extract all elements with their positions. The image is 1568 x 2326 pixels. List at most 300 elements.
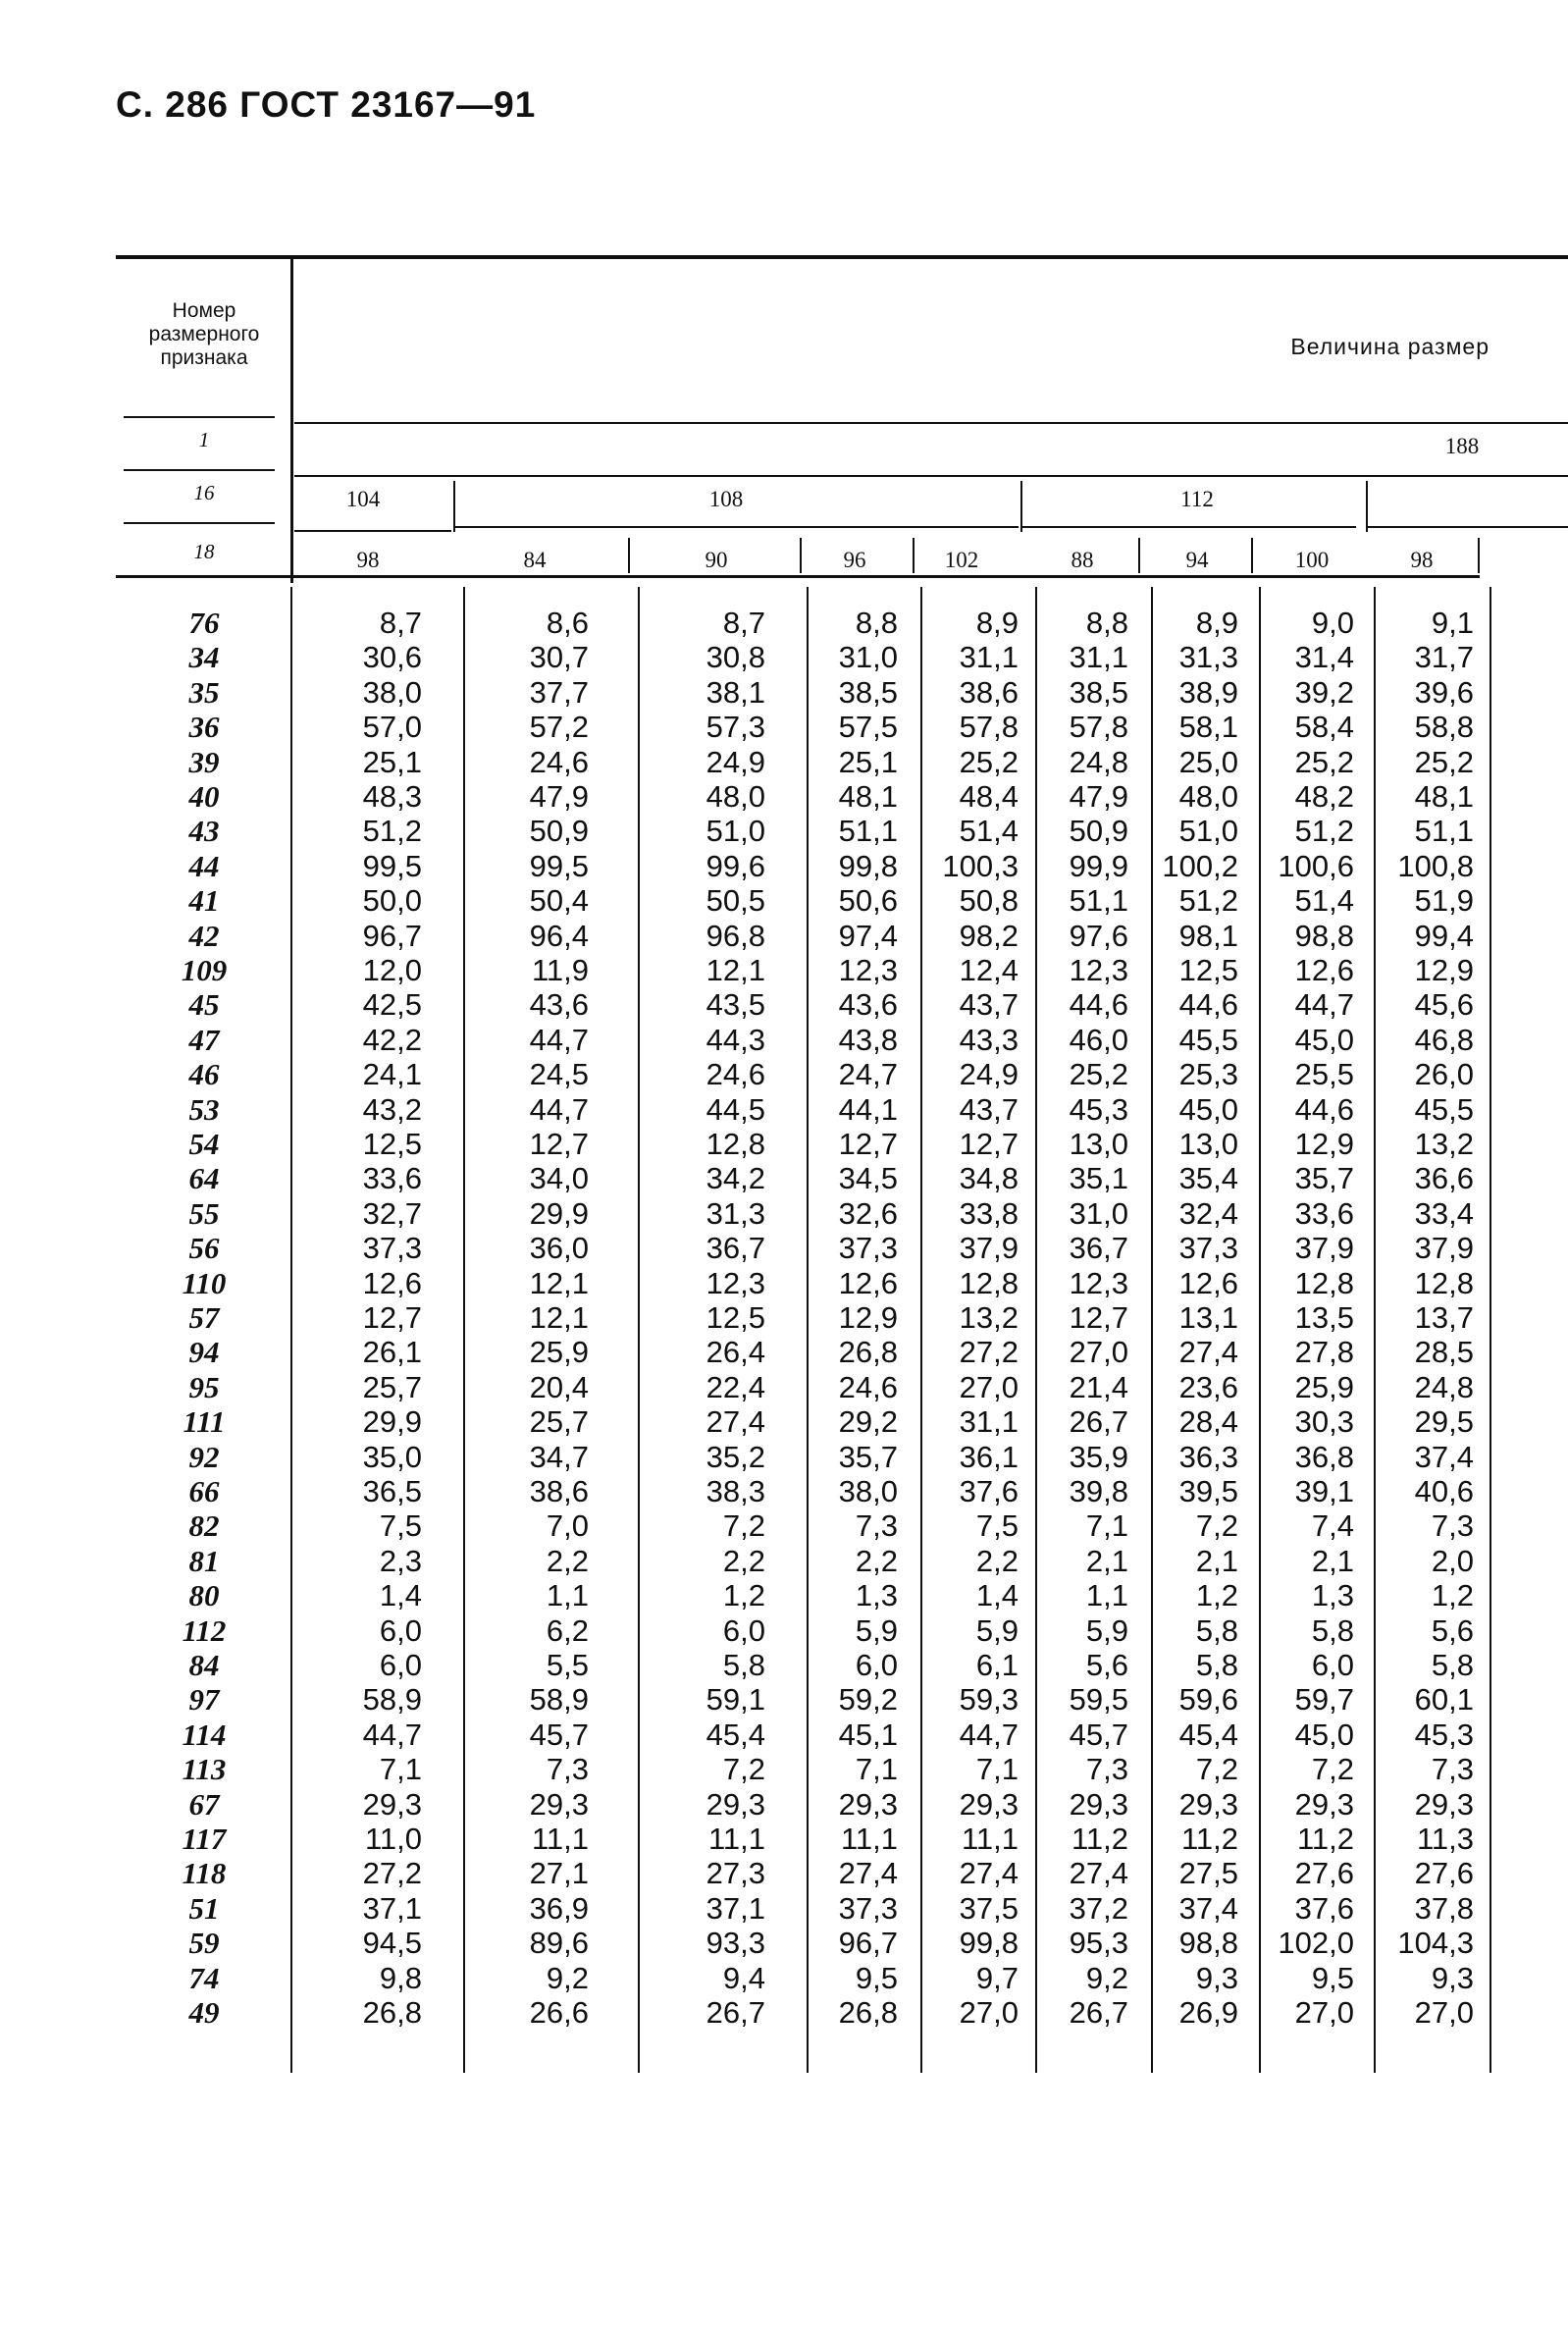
table-cell: 11,2 <box>1180 1822 1238 1856</box>
table-top-rule <box>116 255 1568 259</box>
heading-line-1: Номер <box>172 299 236 322</box>
row-label: 74 <box>188 1961 220 1995</box>
row-label: 49 <box>188 1995 220 2030</box>
table-cell: 30,8 <box>706 640 765 674</box>
table-cell: 46,8 <box>1414 1023 1474 1057</box>
table-cell: 51,2 <box>362 814 422 848</box>
table-cell: 25,2 <box>959 745 1019 779</box>
table-cell: 2,2 <box>975 1544 1019 1578</box>
table-cell: 42,5 <box>362 987 422 1022</box>
table-cell: 98,2 <box>959 919 1019 953</box>
feature-1-value: 188 <box>1444 434 1480 458</box>
right-rule-2 <box>294 475 1568 477</box>
table-cell: 32,4 <box>1178 1196 1238 1231</box>
table-cell: 59,1 <box>706 1682 765 1717</box>
table-cell: 44,7 <box>959 1718 1019 1752</box>
row-label: 53 <box>188 1092 220 1127</box>
size-value-heading: Величина размер <box>1290 334 1490 359</box>
table-cell: 48,1 <box>1414 779 1474 814</box>
table-cell: 26,6 <box>529 1995 589 2030</box>
row-label: 92 <box>188 1440 220 1474</box>
feature-16-value-108: 108 <box>708 487 744 511</box>
row3-divider-3 <box>913 538 915 573</box>
feature-18-value-8: 100 <box>1294 548 1330 572</box>
table-cell: 12,1 <box>529 1300 589 1335</box>
table-cell: 33,6 <box>362 1161 422 1195</box>
table-cell: 1,4 <box>379 1578 422 1612</box>
right-rule-3-b <box>455 526 1019 528</box>
table-cell: 37,3 <box>1178 1231 1238 1265</box>
row-label: 57 <box>188 1300 220 1335</box>
table-cell: 51,2 <box>1294 814 1354 848</box>
table-cell: 9,1 <box>1431 606 1474 640</box>
table-cell: 21,4 <box>1069 1370 1128 1404</box>
table-cell: 29,3 <box>1294 1787 1354 1822</box>
table-cell: 6,0 <box>722 1613 765 1648</box>
table-cell: 50,4 <box>529 883 589 918</box>
table-cell: 7,3 <box>1431 1508 1474 1543</box>
table-cell: 8,7 <box>722 606 765 640</box>
table-cell: 44,6 <box>1069 987 1128 1022</box>
table-cell: 6,0 <box>379 1613 422 1648</box>
row3-divider-6 <box>1478 538 1480 573</box>
table-cell: 11,1 <box>840 1822 898 1856</box>
table-cell: 35,0 <box>362 1440 422 1474</box>
table-cell: 26,0 <box>1414 1057 1474 1091</box>
table-cell: 12,7 <box>959 1127 1019 1161</box>
table-cell: 24,6 <box>706 1057 765 1091</box>
table-cell: 35,4 <box>1178 1161 1238 1195</box>
row-label: 66 <box>188 1474 220 1508</box>
right-rule-1 <box>294 422 1568 424</box>
table-cell: 5,8 <box>1431 1648 1474 1682</box>
table-cell: 45,7 <box>529 1718 589 1752</box>
table-cell: 9,4 <box>722 1961 765 1995</box>
table-cell: 26,7 <box>1069 1404 1128 1439</box>
table-cell: 1,3 <box>855 1578 898 1612</box>
table-cell: 38,1 <box>706 675 765 710</box>
table-cell: 46,0 <box>1069 1023 1128 1057</box>
table-cell: 59,6 <box>1178 1682 1238 1717</box>
table-cell: 44,6 <box>1294 1092 1354 1127</box>
table-cell: 45,4 <box>706 1718 765 1752</box>
table-cell: 38,6 <box>529 1474 589 1508</box>
table-cell: 30,3 <box>1294 1404 1354 1439</box>
table-cell: 36,6 <box>1414 1161 1474 1195</box>
table-cell: 37,3 <box>838 1231 898 1265</box>
table-cell: 44,6 <box>1178 987 1238 1022</box>
table-cell: 5,6 <box>1431 1613 1474 1648</box>
table-cell: 29,3 <box>838 1787 898 1822</box>
table-cell: 29,3 <box>529 1787 589 1822</box>
table-cell: 26,7 <box>706 1995 765 2030</box>
table-cell: 35,9 <box>1069 1440 1128 1474</box>
table-cell: 50,0 <box>362 883 422 918</box>
table-cell: 44,5 <box>706 1092 765 1127</box>
table-cell: 7,5 <box>975 1508 1019 1543</box>
table-cell: 9,5 <box>1311 1961 1354 1995</box>
row-label: 117 <box>182 1822 227 1856</box>
table-cell: 33,8 <box>959 1196 1019 1231</box>
table-cell: 36,3 <box>1178 1440 1238 1474</box>
row-label: 47 <box>188 1023 220 1057</box>
heading-line-3: признака <box>160 346 248 369</box>
table-cell: 59,2 <box>838 1682 898 1717</box>
table-cell: 34,7 <box>529 1440 589 1474</box>
table-cell: 37,9 <box>959 1231 1019 1265</box>
table-cell: 43,7 <box>959 987 1019 1022</box>
table-cell: 99,6 <box>706 849 765 883</box>
table-cell: 43,6 <box>838 987 898 1022</box>
row3-divider-1 <box>628 538 630 573</box>
table-cell: 12,9 <box>1414 953 1474 987</box>
table-cell: 39,5 <box>1178 1474 1238 1508</box>
table-cell: 29,3 <box>362 1787 422 1822</box>
table-cell: 11,1 <box>707 1822 765 1856</box>
table-cell: 38,0 <box>838 1474 898 1508</box>
table-cell: 47,9 <box>1069 779 1128 814</box>
table-cell: 25,3 <box>1178 1057 1238 1091</box>
row-label: 113 <box>182 1752 227 1786</box>
feature-18-value-6: 88 <box>1071 548 1094 572</box>
table-cell: 6,0 <box>1311 1648 1354 1682</box>
table-cell: 5,8 <box>722 1648 765 1682</box>
table-cell: 57,5 <box>838 710 898 744</box>
table-cell: 94,5 <box>362 1926 422 1960</box>
table-cell: 12,7 <box>362 1300 422 1335</box>
table-cell: 37,3 <box>838 1891 898 1926</box>
table-cell: 7,3 <box>1431 1752 1474 1786</box>
table-cell: 38,6 <box>959 675 1019 710</box>
table-cell: 6,0 <box>379 1648 422 1682</box>
table-cell: 44,7 <box>1294 987 1354 1022</box>
table-cell: 34,0 <box>529 1161 589 1195</box>
table-cell: 6,2 <box>546 1613 589 1648</box>
row3-divider-5 <box>1251 538 1253 573</box>
table-cell: 11,3 <box>1416 1822 1474 1856</box>
table-cell: 9,8 <box>379 1961 422 1995</box>
table-cell: 12,8 <box>1414 1266 1474 1300</box>
row-label: 76 <box>188 606 220 640</box>
table-cell: 27,0 <box>1069 1335 1128 1369</box>
table-cell: 32,6 <box>838 1196 898 1231</box>
table-cell: 8,7 <box>379 606 422 640</box>
table-cell: 31,1 <box>959 640 1019 674</box>
table-cell: 48,1 <box>838 779 898 814</box>
table-cell: 7,3 <box>546 1752 589 1786</box>
table-cell: 97,4 <box>838 919 898 953</box>
table-cell: 8,8 <box>1085 606 1128 640</box>
table-cell: 27,6 <box>1294 1856 1354 1890</box>
table-cell: 1,2 <box>1431 1578 1474 1612</box>
table-cell: 51,4 <box>959 814 1019 848</box>
table-cell: 51,0 <box>1178 814 1238 848</box>
table-cell: 27,4 <box>838 1856 898 1890</box>
table-cell: 45,1 <box>838 1718 898 1752</box>
table-cell: 12,6 <box>1178 1266 1238 1300</box>
table-cell: 11,2 <box>1071 1822 1128 1856</box>
table-cell: 37,4 <box>1414 1440 1474 1474</box>
table-cell: 31,0 <box>1069 1196 1128 1231</box>
table-cell: 12,0 <box>362 953 422 987</box>
table-cell: 50,9 <box>1069 814 1128 848</box>
table-cell: 37,9 <box>1414 1231 1474 1265</box>
table-cell: 31,0 <box>838 640 898 674</box>
table-cell: 1,3 <box>1311 1578 1354 1612</box>
table-cell: 48,0 <box>706 779 765 814</box>
table-cell: 99,9 <box>1069 849 1128 883</box>
table-cell: 37,3 <box>362 1231 422 1265</box>
table-cell: 7,1 <box>1085 1508 1128 1543</box>
table-cell: 29,2 <box>838 1404 898 1439</box>
table-cell: 25,9 <box>529 1335 589 1369</box>
table-cell: 26,8 <box>838 1995 898 2030</box>
table-cell: 37,2 <box>1069 1891 1128 1926</box>
table-cell: 43,7 <box>959 1092 1019 1127</box>
table-cell: 99,5 <box>529 849 589 883</box>
row-label: 35 <box>188 675 220 710</box>
table-cell: 27,3 <box>706 1856 765 1890</box>
table-cell: 7,4 <box>1311 1508 1354 1543</box>
left-rule-2 <box>124 469 275 471</box>
table-cell: 57,8 <box>959 710 1019 744</box>
table-cell: 43,6 <box>529 987 589 1022</box>
table-cell: 7,3 <box>855 1508 898 1543</box>
table-cell: 97,6 <box>1069 919 1128 953</box>
table-cell: 27,0 <box>1294 1995 1354 2030</box>
table-cell: 43,5 <box>706 987 765 1022</box>
table-cell: 99,8 <box>959 1926 1019 1960</box>
table-cell: 37,1 <box>706 1891 765 1926</box>
table-cell: 99,8 <box>838 849 898 883</box>
row-label: 42 <box>188 919 220 953</box>
table-cell: 7,1 <box>379 1752 422 1786</box>
row-label: 34 <box>188 640 220 674</box>
table-cell: 27,8 <box>1294 1335 1354 1369</box>
table-cell: 9,0 <box>1311 606 1354 640</box>
table-cell: 24,9 <box>959 1057 1019 1091</box>
table-cell: 5,9 <box>975 1613 1019 1648</box>
table-cell: 45,7 <box>1069 1718 1128 1752</box>
table-cell: 1,1 <box>546 1578 589 1612</box>
table-cell: 50,9 <box>529 814 589 848</box>
row3-divider-2 <box>800 538 802 573</box>
table-cell: 27,2 <box>959 1335 1019 1369</box>
feature-18-value-1: 98 <box>356 548 380 572</box>
heading-line-2: размерного <box>148 323 260 345</box>
table-cell: 102,0 <box>1278 1926 1354 1960</box>
table-cell: 36,9 <box>529 1891 589 1926</box>
table-cell: 43,3 <box>959 1023 1019 1057</box>
table-cell: 7,2 <box>1195 1752 1238 1786</box>
table-cell: 43,8 <box>838 1023 898 1057</box>
table-cell: 96,7 <box>362 919 422 953</box>
table-cell: 2,3 <box>379 1544 422 1578</box>
table-cell: 22,4 <box>706 1370 765 1404</box>
table-cell: 24,8 <box>1414 1370 1474 1404</box>
table-cell: 31,3 <box>706 1196 765 1231</box>
table-cell: 12,7 <box>838 1127 898 1161</box>
table-cell: 39,6 <box>1414 675 1474 710</box>
table-cell: 7,2 <box>1311 1752 1354 1786</box>
table-cell: 27,6 <box>1414 1856 1474 1890</box>
table-cell: 27,4 <box>1178 1335 1238 1369</box>
table-cell: 25,2 <box>1414 745 1474 779</box>
feature-18-value-9: 98 <box>1410 548 1434 572</box>
table-cell: 9,3 <box>1431 1961 1474 1995</box>
table-cell: 27,2 <box>362 1856 422 1890</box>
table-cell: 31,4 <box>1294 640 1354 674</box>
table-cell: 2,0 <box>1431 1544 1474 1578</box>
table-cell: 7,2 <box>722 1508 765 1543</box>
table-cell: 25,1 <box>838 745 898 779</box>
feature-18-label: 18 <box>193 540 215 563</box>
table-cell: 31,1 <box>959 1404 1019 1439</box>
row-label: 51 <box>188 1891 220 1926</box>
table-cell: 32,7 <box>362 1196 422 1231</box>
feature-16-label: 16 <box>193 481 215 504</box>
header-bottom-rule <box>116 575 1480 578</box>
table-cell: 1,2 <box>1195 1578 1238 1612</box>
table-cell: 29,3 <box>706 1787 765 1822</box>
table-cell: 50,8 <box>959 883 1019 918</box>
table-cell: 59,7 <box>1294 1682 1354 1717</box>
table-cell: 29,3 <box>959 1787 1019 1822</box>
row-label: 80 <box>188 1578 220 1612</box>
table-cell: 25,7 <box>529 1404 589 1439</box>
row-label: 40 <box>188 779 220 814</box>
table-cell: 11,9 <box>531 953 589 987</box>
table-cell: 12,3 <box>706 1266 765 1300</box>
table-cell: 45,0 <box>1294 1023 1354 1057</box>
table-cell: 36,8 <box>1294 1440 1354 1474</box>
table-cell: 37,6 <box>959 1474 1019 1508</box>
table-cell: 13,2 <box>1414 1127 1474 1161</box>
table-cell: 58,4 <box>1294 710 1354 744</box>
table-cell: 45,4 <box>1178 1718 1238 1752</box>
table-cell: 12,9 <box>838 1300 898 1335</box>
table-cell: 11,1 <box>531 1822 589 1856</box>
table-cell: 58,1 <box>1178 710 1238 744</box>
feature-18-value-2: 84 <box>523 548 547 572</box>
table-cell: 29,9 <box>529 1196 589 1231</box>
table-cell: 51,1 <box>1069 883 1128 918</box>
row-label: 39 <box>188 745 220 779</box>
table-cell: 38,3 <box>706 1474 765 1508</box>
table-cell: 27,4 <box>959 1856 1019 1890</box>
table-cell: 11,2 <box>1296 1822 1354 1856</box>
table-cell: 1,1 <box>1085 1578 1128 1612</box>
table-cell: 51,9 <box>1414 883 1474 918</box>
right-rule-3-d <box>1368 526 1568 528</box>
table-cell: 25,5 <box>1294 1057 1354 1091</box>
table-cell: 12,1 <box>706 953 765 987</box>
table-cell: 99,4 <box>1414 919 1474 953</box>
row-label: 110 <box>182 1266 227 1300</box>
table-cell: 93,3 <box>706 1926 765 1960</box>
row2-divider-c <box>1366 481 1368 532</box>
row-label: 114 <box>182 1718 227 1752</box>
page-header: С. 286 ГОСТ 23167—91 <box>116 84 537 125</box>
table-cell: 36,0 <box>529 1231 589 1265</box>
table-cell: 8,9 <box>975 606 1019 640</box>
table-cell: 5,5 <box>546 1648 589 1682</box>
table-cell: 25,9 <box>1294 1370 1354 1404</box>
table-cell: 59,5 <box>1069 1682 1128 1717</box>
table-cell: 13,1 <box>1178 1300 1238 1335</box>
body-col-line-9 <box>1490 587 1491 2073</box>
table-cell: 24,5 <box>529 1057 589 1091</box>
table-cell: 12,1 <box>529 1266 589 1300</box>
table-cell: 29,3 <box>1178 1787 1238 1822</box>
table-cell: 12,8 <box>1294 1266 1354 1300</box>
table-cell: 38,5 <box>838 675 898 710</box>
table-cell: 31,1 <box>1069 640 1128 674</box>
table-cell: 89,6 <box>529 1926 589 1960</box>
row-label: 67 <box>188 1787 220 1822</box>
table-cell: 12,6 <box>838 1266 898 1300</box>
table-cell: 45,5 <box>1178 1023 1238 1057</box>
table-cell: 50,6 <box>838 883 898 918</box>
table-cell: 98,8 <box>1294 919 1354 953</box>
table-cell: 36,5 <box>362 1474 422 1508</box>
table-cell: 33,4 <box>1414 1196 1474 1231</box>
table-cell: 12,5 <box>706 1300 765 1335</box>
table-cell: 5,8 <box>1195 1648 1238 1682</box>
table-cell: 45,3 <box>1069 1092 1128 1127</box>
table-cell: 7,2 <box>1195 1508 1238 1543</box>
table-cell: 59,3 <box>959 1682 1019 1717</box>
table-cell: 35,2 <box>706 1440 765 1474</box>
table-cell: 104,3 <box>1397 1926 1474 1960</box>
table-cell: 51,1 <box>838 814 898 848</box>
row-label: 82 <box>188 1508 220 1543</box>
table-cell: 23,6 <box>1178 1370 1238 1404</box>
table-cell: 57,0 <box>362 710 422 744</box>
table-cell: 12,5 <box>1178 953 1238 987</box>
table-cell: 5,8 <box>1195 1613 1238 1648</box>
table-cell: 51,4 <box>1294 883 1354 918</box>
row-label: 95 <box>188 1370 220 1404</box>
table-cell: 51,0 <box>706 814 765 848</box>
feature-18-value-7: 94 <box>1185 548 1209 572</box>
table-cell: 96,4 <box>529 919 589 953</box>
table-cell: 7,0 <box>546 1508 589 1543</box>
table-cell: 39,1 <box>1294 1474 1354 1508</box>
left-column-heading <box>116 299 292 370</box>
table-cell: 37,1 <box>362 1891 422 1926</box>
table-cell: 37,9 <box>1294 1231 1354 1265</box>
table-cell: 48,0 <box>1178 779 1238 814</box>
feature-16-value-104: 104 <box>345 487 381 511</box>
table-cell: 5,9 <box>855 1613 898 1648</box>
table-cell: 29,3 <box>1414 1787 1474 1822</box>
table-cell: 96,7 <box>838 1926 898 1960</box>
table-cell: 25,7 <box>362 1370 422 1404</box>
table-cell: 26,8 <box>838 1335 898 1369</box>
table-cell: 12,8 <box>959 1266 1019 1300</box>
table-cell: 37,6 <box>1294 1891 1354 1926</box>
table-cell: 26,4 <box>706 1335 765 1369</box>
table-cell: 30,6 <box>362 640 422 674</box>
row-label: 94 <box>188 1335 220 1369</box>
row-label: 56 <box>188 1231 220 1265</box>
table-cell: 12,3 <box>1069 1266 1128 1300</box>
table-cell: 58,9 <box>362 1682 422 1717</box>
table-cell: 47,9 <box>529 779 589 814</box>
table-cell: 45,3 <box>1414 1718 1474 1752</box>
table-cell: 58,8 <box>1414 710 1474 744</box>
